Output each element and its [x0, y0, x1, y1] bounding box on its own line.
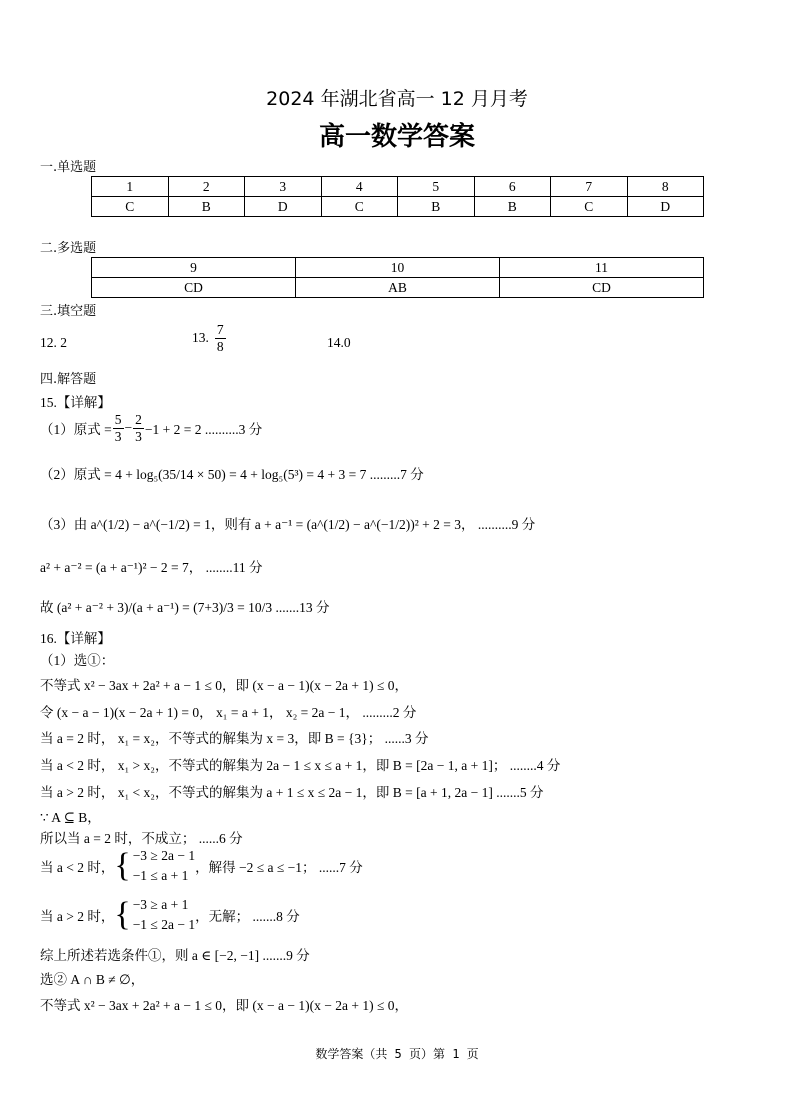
answer-cell: CD [500, 278, 704, 298]
q16-line-9-result: ，解得 −2 ≤ a ≤ −1； ......7 分 [195, 860, 363, 876]
q16-line-12: 选② A ∩ B ≠ ∅， [40, 972, 145, 987]
answer-row [92, 197, 704, 217]
q15-line-1-label: （1）原式 = [40, 422, 112, 438]
q16-line-1: （1）选①： [40, 653, 115, 668]
answer-cell: C [321, 197, 398, 217]
answer-14: 14.0 [327, 335, 351, 350]
answer-cell: D [627, 197, 704, 217]
answer-cell: AB [296, 278, 500, 298]
q16-line-2: 不等式 x² − 3ax + 2a² + a − 1 ≤ 0，即 (x − a − 1)(x − 2a + 1) ≤ 0， [40, 678, 409, 693]
system-row: −3 ≥ a + 1 [132, 897, 189, 912]
question-number-cell: 9 [92, 258, 296, 278]
q16-line-9-label: 当 a < 2 时， [40, 860, 115, 876]
answer-cell: C [551, 197, 628, 217]
section-label-multi-choice: 二.多选题 [40, 241, 97, 256]
question-number-row [92, 258, 704, 278]
q16-line-6: 当 a > 2 时， x₁ < x₂，不等式的解集为 a + 1 ≤ x ≤ 2a − 1，即 B = [a + 1, 2a − 1] .......5 分 [40, 785, 544, 800]
inequality-system: { −3 ≥ a + 1 −1 ≤ 2a − 1 [114, 895, 195, 936]
question-number-cell: 7 [551, 177, 628, 197]
question-number-cell: 4 [321, 177, 398, 197]
answer-cell: B [168, 197, 245, 217]
question-number-row [92, 177, 704, 197]
answer-cell: B [474, 197, 551, 217]
page-title: 高一数学答案 [318, 122, 475, 152]
fraction-5-3: $\frac{5}{3}$ [114, 412, 122, 444]
answer-cell: C [92, 197, 169, 217]
q16-line-10 [40, 895, 300, 936]
page-footer: 数学答案（共 5 页）第 1 页 [315, 1047, 479, 1061]
system-row: −1 ≤ 2a − 1 [132, 917, 196, 933]
fraction-denominator: 8 [216, 338, 224, 354]
fraction-seven-eighths [215, 322, 226, 354]
q15-line-2: （2）原式 = 4 + log₅(35/14 × 50) = 4 + log₅(5³) = 4 + 3 = 7 .........7 分 [40, 467, 424, 482]
system-row: −1 ≤ a + 1 [132, 868, 189, 884]
question-number-cell: 3 [245, 177, 322, 197]
q16-line-5: 当 a < 2 时， x₁ > x₂，不等式的解集为 2a − 1 ≤ x ≤ a + 1，即 B = [2a − 1, a + 1]； ........4 分 [40, 758, 561, 773]
q16-line-10-result: ，无解； .......8 分 [195, 909, 300, 925]
q15-line-1: （1）原式 = $\frac{5}{3}$ − $\frac{2}{3}$ −1 + 2 = 2 ..........3 分 [40, 412, 263, 444]
single-choice-answer-table [91, 176, 704, 217]
q16-heading: 16.【详解】 [40, 631, 111, 646]
q16-line-3: 令 (x − a − 1)(x − 2a + 1) = 0， x₁ = a + 1， x₂ = 2a − 1， .........2 分 [40, 705, 417, 720]
question-number-cell: 1 [92, 177, 169, 197]
q16-line-8: 所以当 a = 2 时，不成立； ......6 分 [40, 831, 243, 846]
system-row: −3 ≥ 2a − 1 [132, 848, 196, 863]
section-label-solutions: 四.解答题 [40, 372, 97, 387]
answer-cell: D [245, 197, 322, 217]
section-label-fill-blank: 三.填空题 [40, 304, 97, 319]
answer-cell: CD [92, 278, 296, 298]
fraction-2-3: $\frac{2}{3}$ [135, 412, 142, 444]
answer-cell: B [398, 197, 475, 217]
q16-line-9 [40, 846, 363, 887]
inequality-system: { −3 ≥ 2a − 1 −1 ≤ a + 1 [114, 846, 195, 887]
answer-13 [192, 322, 227, 354]
q15-line-5: 故 (a² + a⁻² + 3)/(a + a⁻¹) = (7+3)/3 = 10/3 .......13 分 [40, 600, 330, 615]
question-number-cell: 8 [627, 177, 704, 197]
answer-13-label: 13. [192, 330, 209, 346]
q16-line-11: 综上所述若选条件①，则 a ∈ [−2, −1] .......9 分 [40, 948, 310, 963]
q15-heading: 15.【详解】 [40, 395, 111, 410]
q15-line-4: a² + a⁻² = (a + a⁻¹)² − 2 = 7， ........11 分 [40, 560, 263, 575]
multi-choice-answer-table [91, 257, 704, 298]
q15-line-3: （3）由 a^(1/2) − a^(−1/2) = 1，则有 a + a⁻¹ = (a^(1/2) − a^(−1/2))² + 2 = 3， ..........9 分 [40, 517, 536, 532]
q16-line-7: ∵ A ⊆ B， [40, 810, 101, 825]
section-label-single-choice: 一.单选题 [40, 160, 97, 175]
q16-line-10-label: 当 a > 2 时， [40, 909, 115, 925]
q16-line-13: 不等式 x² − 3ax + 2a² + a − 1 ≤ 0，即 (x − a − 1)(x − 2a + 1) ≤ 0， [40, 998, 409, 1013]
answer-12: 12. 2 [40, 335, 67, 350]
question-number-cell: 6 [474, 177, 551, 197]
exam-subtitle: 2024 年湖北省高一 12 月月考 [266, 88, 528, 110]
fraction-numerator: 7 [216, 322, 224, 337]
question-number-cell: 5 [398, 177, 475, 197]
q16-line-4: 当 a = 2 时， x₁ = x₂，不等式的解集为 x = 3，即 B = {3}； ......3 分 [40, 731, 429, 746]
question-number-cell: 2 [168, 177, 245, 197]
question-number-cell: 10 [296, 258, 500, 278]
answer-row [92, 278, 704, 298]
q15-line-1-result: −1 + 2 = 2 ..........3 分 [144, 422, 263, 438]
question-number-cell: 11 [500, 258, 704, 278]
